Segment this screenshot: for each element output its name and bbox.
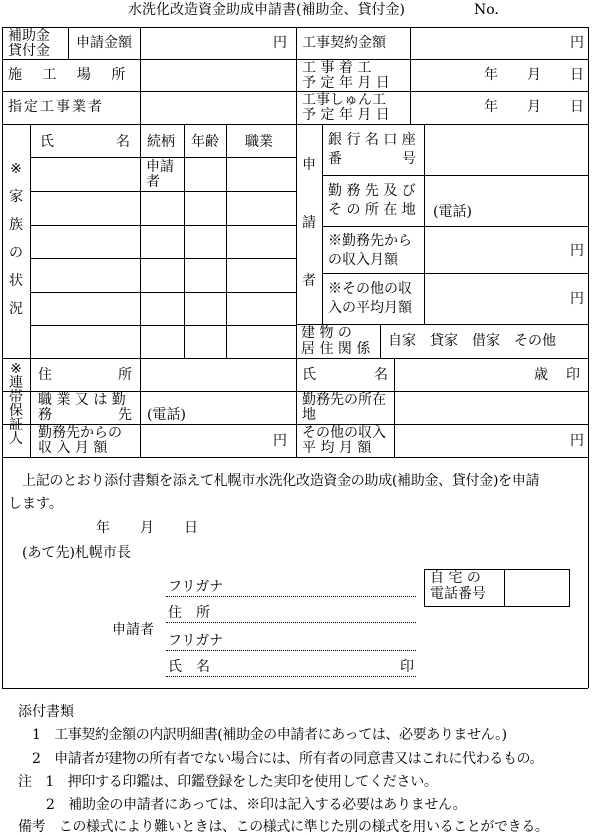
home-phone-label-2: 電話番号	[430, 586, 486, 602]
note-1: 注 1 押印する印鑑は、印鑑登録をした実印を使用してください。	[18, 774, 438, 790]
site-field[interactable]	[144, 62, 294, 88]
phone-label: (電話)	[433, 204, 472, 220]
site-label: 施 工 場 所	[8, 67, 134, 83]
bank-label-2: 番 号	[328, 151, 416, 167]
guarantor-other-income-label-2: 平 均 月 額	[302, 440, 372, 456]
applicant-label: 申請者	[112, 622, 154, 638]
bank-account-field[interactable]	[428, 128, 584, 172]
guarantor-work-location-label-1: 勤務先の所在	[302, 392, 386, 408]
col-job-header: 職業	[245, 134, 273, 150]
start-date-label-1: 工 事 着 工	[302, 60, 372, 76]
income-label-2: の収入月額	[328, 252, 398, 268]
applicant-side-label: 申 請 者	[302, 157, 316, 289]
yen-unit: 円	[273, 433, 287, 449]
loan-label: 貸付金	[8, 43, 50, 59]
application-amount-field[interactable]	[144, 30, 284, 56]
declaration-day: 日	[184, 520, 198, 536]
guarantor-name-label: 氏 名	[302, 367, 388, 383]
furigana-label-2: フリガナ	[168, 633, 224, 649]
yen-unit: 円	[570, 35, 584, 51]
guarantor-job-label-1: 職 業 又 は 勤	[38, 392, 126, 408]
yen-unit: 円	[570, 433, 584, 449]
application-amount-label: 申請金額	[76, 35, 132, 51]
seal-mark: 印	[566, 367, 580, 383]
attachment-item-2: 2 申請者が建物の所有者でない場合には、所有者の同意書又はこれに代わるもの。	[32, 751, 544, 767]
family-section-label: ※ 家 族 の 状 況	[9, 161, 23, 317]
guarantor-other-income-label-1: その他の収入	[302, 425, 386, 441]
home-phone-label-1: 自 宅 の	[430, 570, 481, 586]
contractor-field[interactable]	[144, 94, 294, 120]
applicant-seal-mark: 印	[400, 659, 414, 675]
yen-unit: 円	[570, 291, 584, 307]
guarantor-address-field[interactable]	[144, 362, 292, 388]
age-unit: 歳	[534, 367, 548, 383]
workplace-label-1: 勤 務 先 及 び	[328, 183, 416, 199]
declaration-text-2: します。	[8, 496, 63, 512]
start-date-label-2: 予 定 年 月 日	[302, 75, 390, 91]
remarks: 備考 この様式により難いときは、この様式に準じた別の様式を用いることができる。	[18, 819, 549, 835]
form-number-label: No.	[474, 2, 499, 18]
applicant-row-label-2: 者	[146, 174, 160, 190]
completion-date-label-2: 予 定 年 月 日	[302, 107, 390, 123]
subsidy-label: 補助金	[8, 28, 50, 44]
yen-unit: 円	[273, 35, 287, 51]
applicant-row-label-1: 申請	[146, 159, 174, 175]
declaration-month: 月	[140, 520, 154, 536]
guarantor-income-label-1: 勤務先からの	[38, 425, 122, 441]
address-label: 住 所	[168, 605, 210, 621]
home-phone-field[interactable]	[508, 572, 564, 602]
furigana-label-1: フリガナ	[168, 579, 224, 595]
workplace-label-2: そ の 所 在 地	[328, 202, 416, 218]
year-unit: 年	[484, 67, 498, 83]
declaration-text-1: 上記のとおり添付書類を添えて札幌市水洗化改造資金の助成(補助金、貸付金)を申請	[22, 473, 540, 489]
completion-date-label-1: 工事しゅん工	[302, 92, 386, 108]
contract-amount-field[interactable]	[414, 30, 574, 56]
month-unit: 月	[527, 67, 541, 83]
other-income-label-1: ※その他の収	[328, 281, 412, 297]
other-income-label-2: 入の平均月額	[328, 300, 412, 316]
addressee: (あて先)札幌市長	[22, 545, 131, 561]
guarantor-phone-label: (電話)	[147, 407, 186, 423]
guarantor-income-label-2: 収 入 月 額	[38, 440, 108, 456]
residence-options[interactable]: 自家 貸家 借家 その他	[388, 333, 556, 349]
attachments-title: 添付書類	[18, 704, 74, 720]
guarantor-work-location-label-2: 地	[302, 407, 316, 423]
guarantor-section-label: ※ 連 帯 保 証 人	[9, 361, 23, 447]
contractor-label: 指定工事業者	[8, 99, 104, 115]
bank-label-1: 銀 行 名 口 座	[328, 132, 416, 148]
col-relation-header: 続柄	[147, 134, 175, 150]
declaration-year: 年	[96, 520, 110, 536]
income-label-1: ※勤務先から	[328, 233, 412, 249]
attachment-item-1: 1 工事契約金額の内訳明細書(補助金の申請者にあっては、必要ありません。)	[32, 727, 507, 743]
col-name-header: 氏 名	[40, 134, 130, 150]
residence-label-2: 居 住 関 係	[301, 341, 371, 357]
col-age-header: 年齢	[191, 134, 219, 150]
guarantor-name-field[interactable]	[398, 362, 528, 388]
yen-unit: 円	[570, 243, 584, 259]
applicant-name-label: 氏 名	[168, 659, 210, 675]
day-unit: 日	[570, 67, 584, 83]
guarantor-job-label-2: 務 先	[38, 407, 132, 423]
guarantor-address-label: 住 所	[38, 367, 132, 383]
residence-label-1: 建 物 の	[301, 325, 352, 341]
form-title: 水洗化改造資金助成申請書(補助金、貸付金)	[128, 2, 405, 18]
note-2: 2 補助金の申請者にあっては、※印は記入する必要はありません。	[46, 797, 467, 813]
day-unit: 日	[570, 99, 584, 115]
contract-amount-label: 工事契約金額	[302, 35, 386, 51]
year-unit: 年	[484, 99, 498, 115]
month-unit: 月	[527, 99, 541, 115]
